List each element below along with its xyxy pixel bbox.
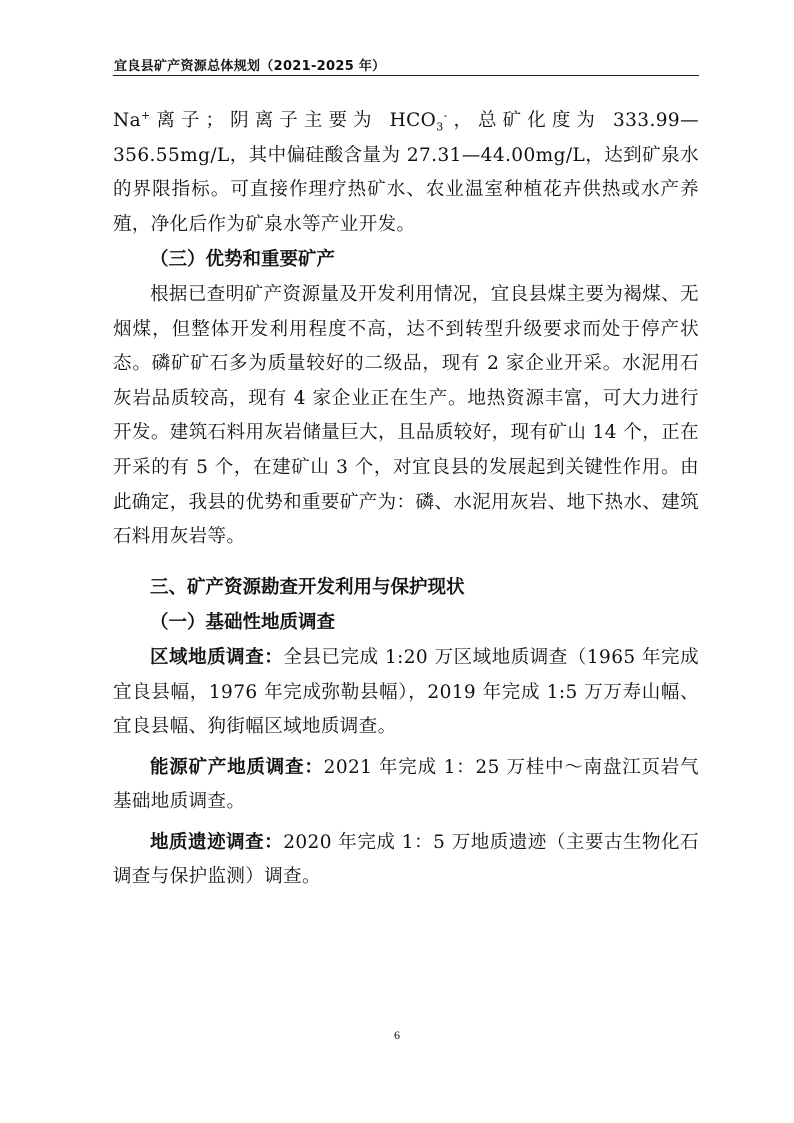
section-heading-exploration-status: 三、矿产资源勘查开发利用与保护现状 [150,576,465,598]
paragraph-text: 2020 年完成 1：5 万地质遗迹（主要古生物化石调查与保护监测）调查。 [113,831,699,888]
paragraph-text: 2021 年完成 1：25 万桂中～南盘江页岩气基础地质调查。 [113,756,699,813]
subheading-basic-geological-survey: （一）基础性地质调查 [150,612,336,634]
paragraph-energy-survey [113,751,699,820]
running-header: 宜良县矿产资源总体规划（2021-2025 年） [114,59,386,74]
paragraph-text: ，总矿化度为 333.99—356.55mg/L，其中偏硅酸含量为 27.31—44.00mg/L，达到矿泉水的界限指标。可直接作理疗热矿水、农业温室种植花卉供热或水产养殖，净化后作为矿泉水等产业开发。 [113,110,699,235]
bicarbonate-charge: - [443,108,448,122]
lead-heritage-survey: 地质遗迹调查： [150,831,284,853]
sodium-symbol: Na [113,110,142,131]
paragraph-heritage-survey [113,826,699,895]
lead-energy-survey: 能源矿产地质调查： [150,756,324,778]
page-number: 6 [394,1028,400,1042]
paragraph-water-quality [113,104,699,242]
paragraph-regional-survey [113,641,699,745]
lead-regional-survey: 区域地质调查： [150,646,284,668]
header-rule [113,75,699,76]
subheading-advantage-minerals: （三）优势和重要矿产 [150,249,336,271]
page-body [113,104,699,895]
sodium-charge: + [141,108,151,122]
paragraph-text: 离子；阴离子主要为 HCO [150,110,437,131]
bicarbonate-subscript: 3 [436,120,444,134]
spacer [113,555,699,570]
paragraph-text: 全县已完成 1:20 万区域地质调查（1965 年完成宜良县幅，1976 年完成弥勒县幅），2019 年完成 1:5 万万寿山幅、宜良县幅、狗街幅区域地质调查。 [113,646,699,738]
paragraph-advantage-minerals: 根据已查明矿产资源量及开发利用情况，宜良县煤主要为褐煤、无烟煤，但整体开发利用程度不高，达不到转型升级要求而处于停产状态。磷矿矿石多为质量较好的二级品，现有 2 家企业开采。水泥用石灰岩品质较高，现有 4 家企业正在生产。地热资源丰富，可大力进行开发。建筑石料用灰岩储量巨大，且品质较好，现有矿山 14 个，正在开采的有 5 个，在建矿山 3 个，对宜良县的发展起到关键性作用。由此确定，我县的优势和重要矿产为：磷、水泥用灰岩、地下热水、建筑石料用灰岩等。 [113,283,699,548]
